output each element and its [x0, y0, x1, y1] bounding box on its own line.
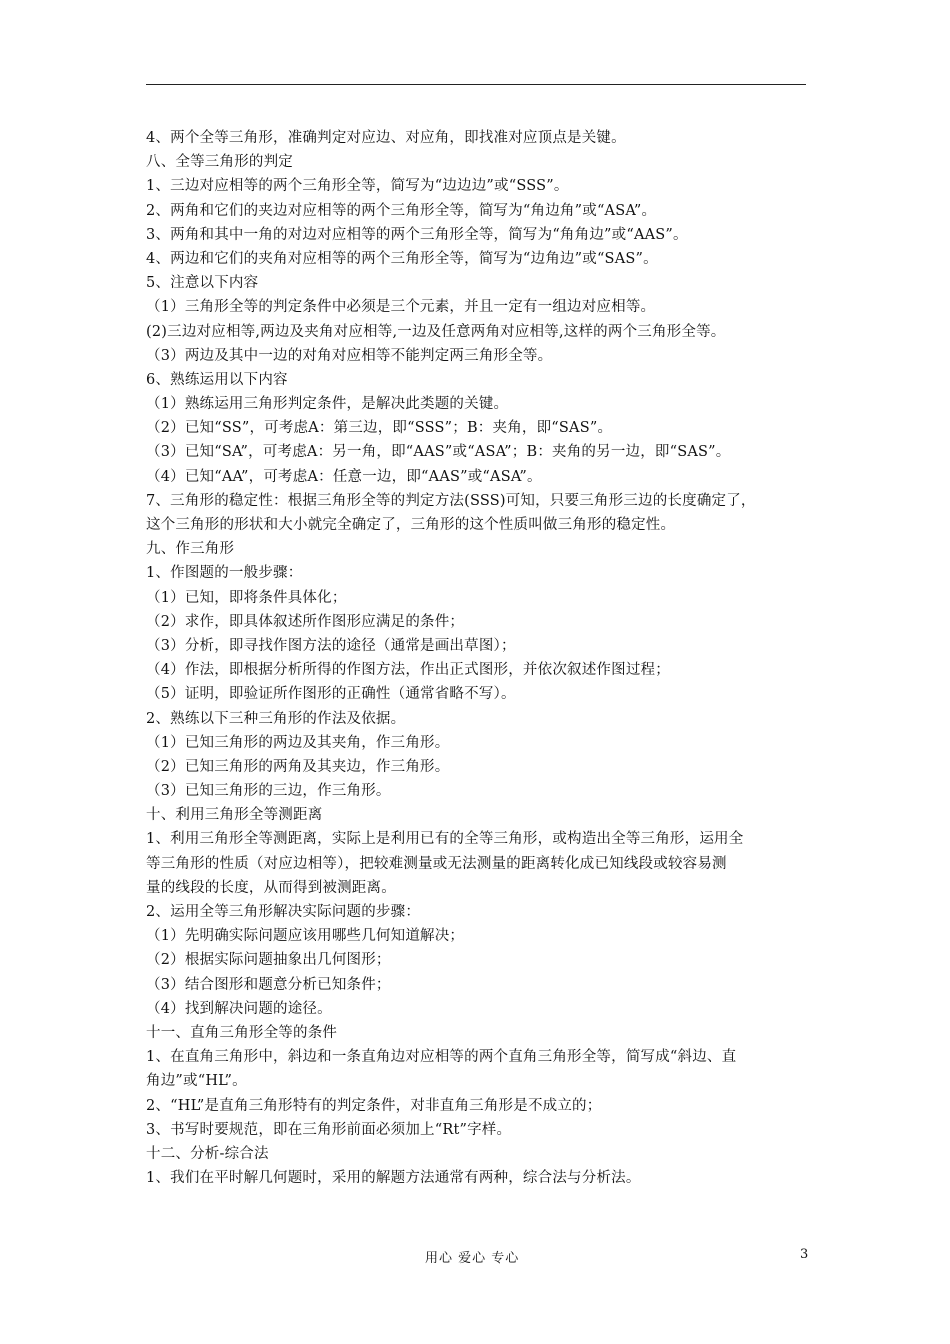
- text-line: 九、作三角形: [146, 541, 235, 558]
- text-line: 1、利用三角形全等测距离，实际上是利用已有的全等三角形，或构造出全等三角形，运用全: [146, 831, 744, 848]
- text-line: 2、两角和它们的夹边对应相等的两个三角形全等，简写为“角边角”或“ASA”。: [146, 202, 657, 219]
- document-body: [146, 126, 816, 1190]
- text-line: （1）已知三角形的两边及其夹角，作三角形。: [146, 734, 450, 751]
- text-line: （3）已知“SA”，可考虑A：另一角，即“AAS”或“ASA”；B：夹角的另一边，即“SAS”。: [146, 444, 731, 461]
- text-line: 角边”或“HL”。: [146, 1073, 247, 1090]
- text-line: 八、全等三角形的判定: [146, 154, 293, 171]
- text-line: （3）两边及其中一边的对角对应相等不能判定两三角形全等。: [146, 347, 553, 364]
- text-line: 1、我们在平时解几何题时，采用的解题方法通常有两种，综合法与分析法。: [146, 1170, 641, 1187]
- text-line: （2）已知“SS”，可考虑A：第三边，即“SSS”；B：夹角，即“SAS”。: [146, 420, 613, 437]
- header-rule: [146, 84, 806, 85]
- text-line: 这个三角形的形状和大小就完全确定了，三角形的这个性质叫做三角形的稳定性。: [146, 517, 676, 533]
- text-line: 3、书写时要规范，即在三角形前面必须加上“Rt”字样。: [146, 1121, 512, 1138]
- text-line: 十二、分析-综合法: [146, 1145, 269, 1162]
- text-line: （4）找到解决问题的途径。: [146, 1000, 332, 1017]
- text-line: 5、注意以下内容: [146, 275, 259, 292]
- text-line: （4）作法，即根据分析所得的作图方法，作出正式图形，并依次叙述作图过程；: [146, 662, 670, 679]
- text-line: （3）结合图形和题意分析已知条件；: [146, 976, 391, 993]
- footer-motto: 用心 爱心 专心: [425, 1251, 520, 1266]
- text-line: 十、利用三角形全等测距离: [146, 807, 323, 824]
- text-line: （4）已知“AA”，可考虑A：任意一边，即“AAS”或“ASA”。: [146, 468, 542, 485]
- text-line: （2）根据实际问题抽象出几何图形；: [146, 952, 391, 969]
- text-line: 6、熟练运用以下内容: [146, 371, 288, 388]
- text-line: （3）已知三角形的三边，作三角形。: [146, 783, 391, 800]
- text-line: 1、三边对应相等的两个三角形全等，简写为“边边边”或“SSS”。: [146, 178, 569, 195]
- text-line: 3、两角和其中一角的对边对应相等的两个三角形全等，简写为“角角边”或“AAS”。: [146, 226, 688, 243]
- text-line: 2、“HL”是直角三角形特有的判定条件，对非直角三角形是不成立的；: [146, 1097, 602, 1114]
- text-line: 十一、直角三角形全等的条件: [146, 1024, 338, 1041]
- text-line: （3）分析，即寻找作图方法的途径（通常是画出草图）；: [146, 637, 516, 654]
- text-line: 1、在直角三角形中，斜边和一条直角边对应相等的两个直角三角形全等，简写成“斜边、直: [146, 1049, 737, 1066]
- text-line: 量的线段的长度，从而得到被测距离。: [146, 879, 396, 896]
- text-line: （5）证明，即验证所作图形的正确性（通常省略不写）。: [146, 686, 516, 703]
- text-line: （1）熟练运用三角形判定条件，是解决此类题的关键。: [146, 396, 509, 413]
- text-line: (2)三边对应相等,两边及夹角对应相等,一边及任意两角对应相等,这样的两个三角形全等。: [146, 323, 726, 340]
- text-line: 4、两边和它们的夹角对应相等的两个三角形全等，简写为“边角边”或“SAS”。: [146, 250, 658, 267]
- text-line: 等三角形的性质（对应边相等），把较难测量或无法测量的距离转化成已知线段或较容易测: [146, 855, 727, 872]
- text-line: 7、三角形的稳定性：根据三角形全等的判定方法(SSS)可知，只要三角形三边的长度确定了，: [146, 492, 756, 509]
- text-line: （2）求作，即具体叙述所作图形应满足的条件；: [146, 613, 465, 630]
- text-line: （1）三角形全等的判定条件中必须是三个元素，并且一定有一组边对应相等。: [146, 299, 656, 316]
- text-line: 2、运用全等三角形解决实际问题的步骤：: [146, 904, 421, 920]
- text-line: 2、熟练以下三种三角形的作法及依据。: [146, 710, 406, 727]
- text-line: 4、两个全等三角形，准确判定对应边、对应角，即找准对应顶点是关键。: [146, 130, 626, 146]
- page-number: 3: [800, 1247, 809, 1262]
- text-line: 1、作图题的一般步骤：: [146, 565, 303, 582]
- text-line: （2）已知三角形的两角及其夹边，作三角形。: [146, 758, 450, 775]
- text-line: （1）先明确实际问题应该用哪些几何知道解决；: [146, 928, 465, 945]
- text-line: （1）已知，即将条件具体化；: [146, 589, 347, 606]
- page-footer: [0, 1247, 950, 1267]
